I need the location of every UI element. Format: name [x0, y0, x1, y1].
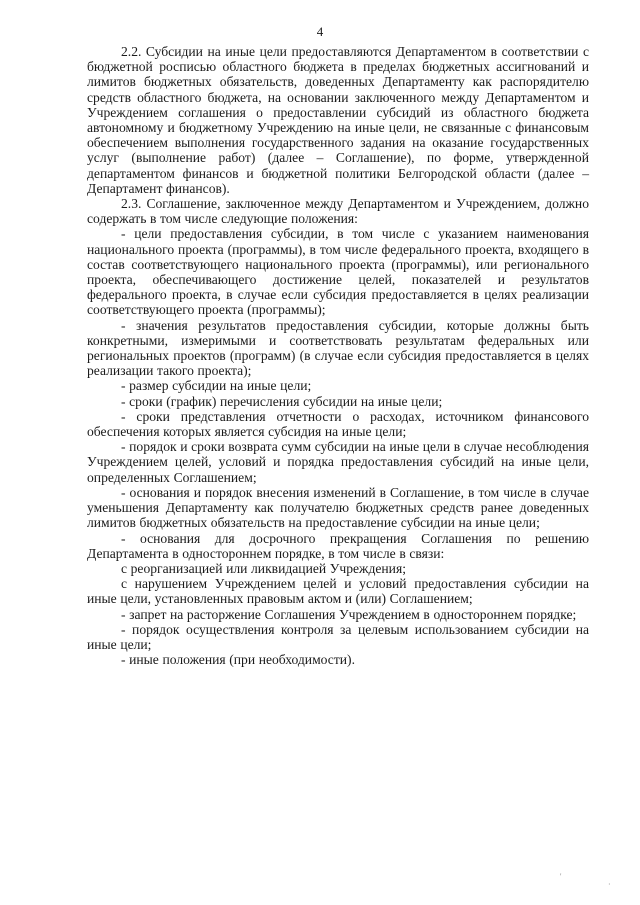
list-item-amendments: - основания и порядок внесения изменений в Соглашение, в том числе в случае уменьшения Департаменту как получателю бюджетных средств ранее доведенных лимитов бюджетных обязательств на предоставление субсидии на иные цели; [87, 484, 589, 531]
scan-artifact: · [608, 880, 611, 889]
list-item-termination: - основания для досрочного прекращения Соглашения по решению Департамента в одностороннем порядке, в том числе в связи: [87, 530, 589, 561]
scan-artifact: ' [560, 872, 562, 881]
document-body [87, 44, 589, 667]
page-number: 4 [316, 24, 324, 39]
list-item-control: - порядок осуществления контроля за целевым использованием субсидии на иные цели; [87, 621, 589, 652]
paragraph-2-2: 2.2. Субсидии на иные цели предоставляются Департаментом в соответствии с бюджетной росписью областного бюджета в пределах бюджетных ассигнований и лимитов бюджетных обязательств, доведенных Департаменту как распорядителю средств областного бюджета, на основании заключенного между Департаментом и Учреждением соглашения о предоставлении субсидий из областного бюджета автономному и бюджетному Учреждению на иные цели, не связанные с финансовым обеспечением выполнения государственного задания на оказание государственных услуг (выполнение работ) (далее – Соглашение), по форме, утвержденной департаментом финансов и бюджетной политики Белгородской области (далее – Департамент финансов). [87, 44, 589, 196]
list-item-amount: - размер субсидии на иные цели; [121, 378, 312, 394]
list-item-results: - значения результатов предоставления субсидии, которые должны быть конкретными, измеримыми и соответствовать результатам федеральных или региональных проектов (программ) (в случае если субсидия предоставляется в целях реализации такого проекта); [87, 317, 589, 379]
paragraph-2-3: 2.3. Соглашение, заключенное между Департаментом и Учреждением, должно содержать в том числе следующие положения: [87, 196, 589, 227]
list-item-prohibition: - запрет на расторжение Соглашения Учреждением в одностороннем порядке; [121, 606, 577, 622]
list-item-reorganization: с реорганизацией или ликвидацией Учреждения; [121, 560, 406, 576]
list-item-refund: - порядок и сроки возврата сумм субсидии на иные цели в случае несоблюдения Учреждением целей, условий и порядка предоставления субсидий на иные цели, определенных Соглашением; [87, 439, 589, 485]
list-item-schedule: - сроки (график) перечисления субсидии на иные цели; [121, 393, 443, 409]
list-item-goals: - цели предоставления субсидии, в том числе с указанием наименования национального проекта (программы), в том числе федерального проекта, входящего в состав соответствующего национального проекта (программы), или регионального проекта, обеспечивающего достижение целей, показателей и результатов федерального проекта, в случае если субсидия предоставляется в целях реализации соответствующего проекта (программы); [87, 226, 589, 318]
list-item-violation: с нарушением Учреждением целей и условий предоставления субсидии на иные цели, установленных правовым актом и (или) Соглашением; [87, 576, 589, 607]
list-item-other: - иные положения (при необходимости). [121, 652, 355, 668]
list-item-reporting: - сроки представления отчетности о расходах, источником финансового обеспечения которых является субсидия на иные цели; [87, 408, 589, 440]
